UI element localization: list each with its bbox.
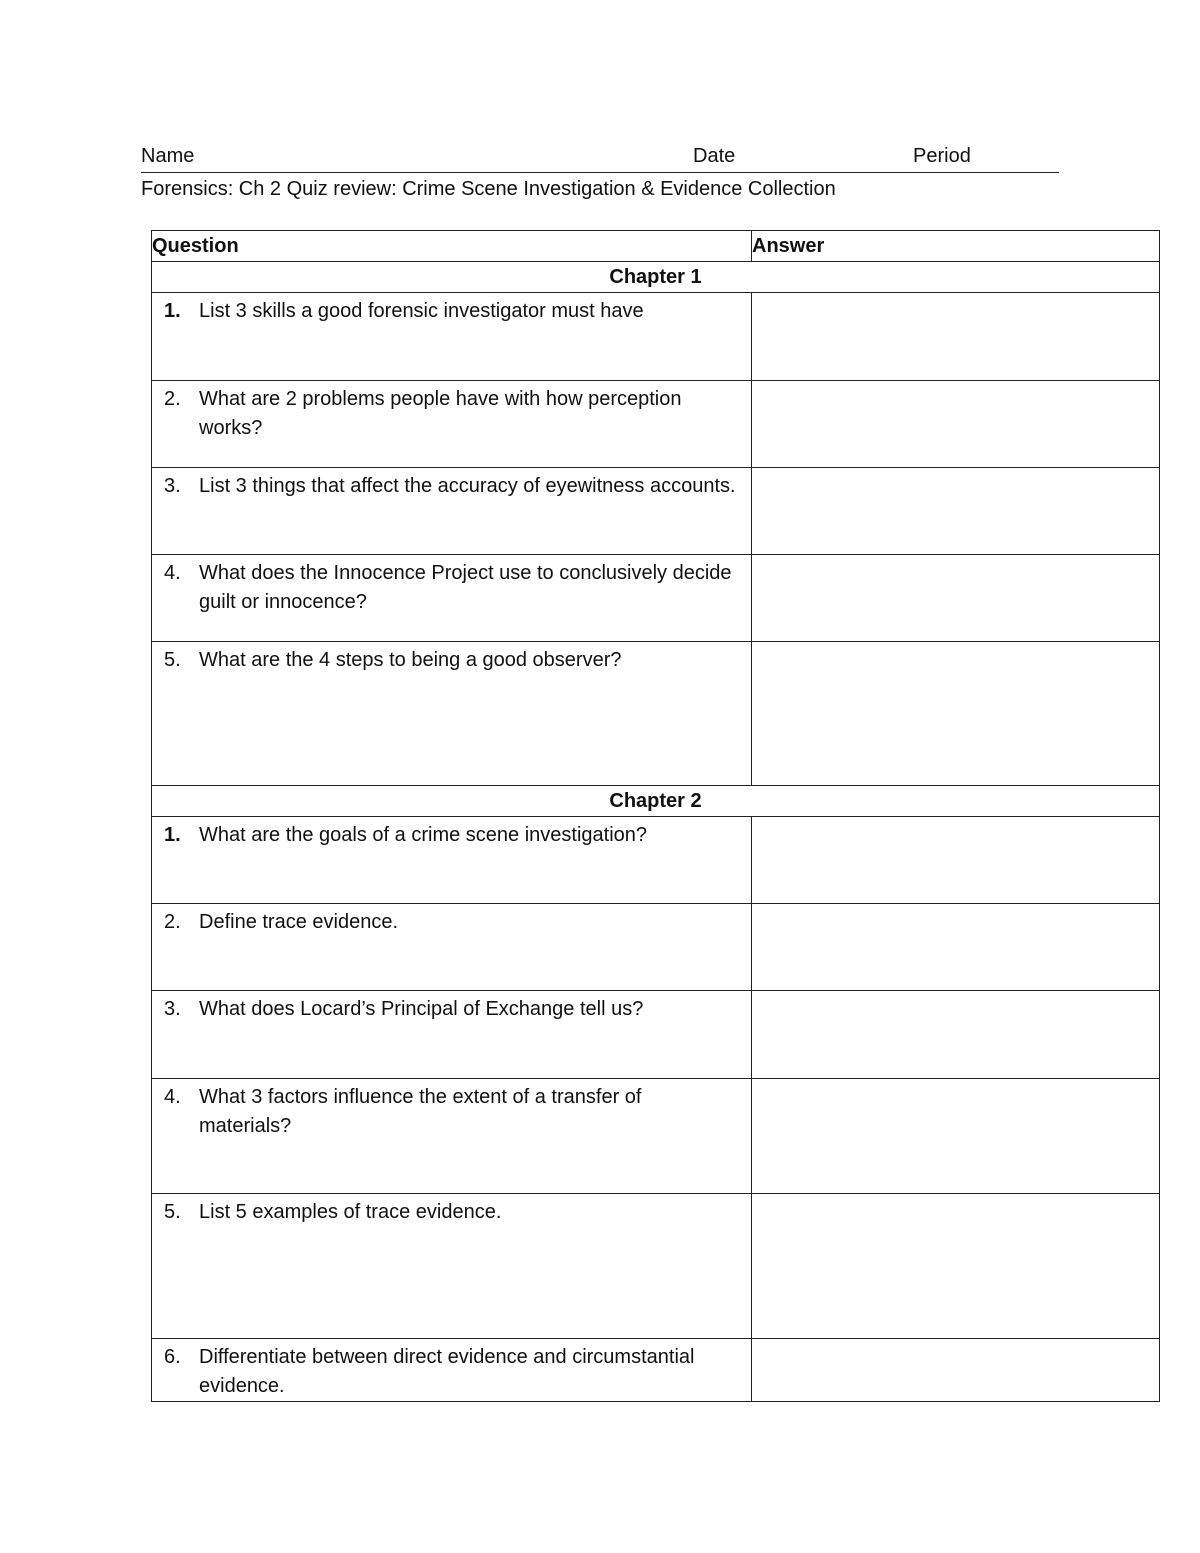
question-text: What does the Innocence Project use to conclusively decide guilt or innocence? xyxy=(199,562,732,613)
question-number: 5. xyxy=(164,649,181,671)
answer-cell[interactable] xyxy=(752,468,1160,555)
table-row xyxy=(152,293,1160,381)
student-info-line xyxy=(141,144,1059,173)
answer-cell[interactable] xyxy=(752,1079,1160,1194)
question-number: 2. xyxy=(164,911,181,933)
question-cell xyxy=(152,1339,752,1402)
table-row xyxy=(152,468,1160,555)
table-header-row xyxy=(152,231,1160,262)
table-row xyxy=(152,1079,1160,1194)
question-number: 3. xyxy=(164,998,181,1020)
question-number: 1. xyxy=(164,300,181,322)
question-cell xyxy=(152,468,752,555)
question-text: What are the goals of a crime scene investigation? xyxy=(199,824,648,846)
answer-cell[interactable] xyxy=(752,1194,1160,1339)
date-label: Date xyxy=(693,145,736,167)
quiz-table xyxy=(151,230,1160,1402)
chapter-heading-row xyxy=(152,262,1160,293)
question-cell xyxy=(152,293,752,381)
answer-cell[interactable] xyxy=(752,381,1160,468)
question-number: 5. xyxy=(164,1201,181,1223)
question-number: 6. xyxy=(164,1346,181,1368)
table-row xyxy=(152,642,1160,786)
question-column-header: Question xyxy=(152,231,752,262)
table-row xyxy=(152,991,1160,1079)
question-number: 4. xyxy=(164,1086,181,1108)
table-row xyxy=(152,381,1160,468)
question-text: List 3 skills a good forensic investigator must have xyxy=(199,300,644,322)
question-cell xyxy=(152,1194,752,1339)
question-cell xyxy=(152,991,752,1079)
question-cell xyxy=(152,817,752,904)
period-label: Period xyxy=(913,145,971,167)
table-row xyxy=(152,1339,1160,1402)
question-text: Differentiate between direct evidence and circumstantial evidence. xyxy=(199,1346,695,1397)
answer-cell[interactable] xyxy=(752,293,1160,381)
question-cell xyxy=(152,642,752,786)
question-cell xyxy=(152,1079,752,1194)
answer-column-header: Answer xyxy=(752,231,1160,262)
question-text: What 3 factors influence the extent of a transfer of materials? xyxy=(199,1086,642,1137)
answer-cell[interactable] xyxy=(752,904,1160,991)
question-cell xyxy=(152,381,752,468)
answer-cell[interactable] xyxy=(752,817,1160,904)
answer-cell[interactable] xyxy=(752,991,1160,1079)
table-row xyxy=(152,817,1160,904)
answer-cell[interactable] xyxy=(752,1339,1160,1402)
question-cell xyxy=(152,904,752,991)
question-number: 2. xyxy=(164,388,181,410)
table-row xyxy=(152,1194,1160,1339)
question-text: Define trace evidence. xyxy=(199,911,399,933)
question-number: 1. xyxy=(164,824,181,846)
question-text: What does Locard’s Principal of Exchange tell us? xyxy=(199,998,644,1020)
answer-cell[interactable] xyxy=(752,555,1160,642)
chapter-heading-row xyxy=(152,786,1160,817)
chapter-2-heading: Chapter 2 xyxy=(152,786,1160,817)
question-text: What are 2 problems people have with how perception works? xyxy=(199,388,682,439)
document-title: Forensics: Ch 2 Quiz review: Crime Scene Investigation & Evidence Collection xyxy=(141,178,836,200)
question-cell xyxy=(152,555,752,642)
name-label: Name xyxy=(141,145,195,167)
question-text: List 3 things that affect the accuracy of eyewitness accounts. xyxy=(199,475,736,497)
question-number: 3. xyxy=(164,475,181,497)
table-row xyxy=(152,555,1160,642)
chapter-1-heading: Chapter 1 xyxy=(152,262,1160,293)
table-row xyxy=(152,904,1160,991)
question-text: What are the 4 steps to being a good observer? xyxy=(199,649,622,671)
question-number: 4. xyxy=(164,562,181,584)
answer-cell[interactable] xyxy=(752,642,1160,786)
question-text: List 5 examples of trace evidence. xyxy=(199,1201,502,1223)
